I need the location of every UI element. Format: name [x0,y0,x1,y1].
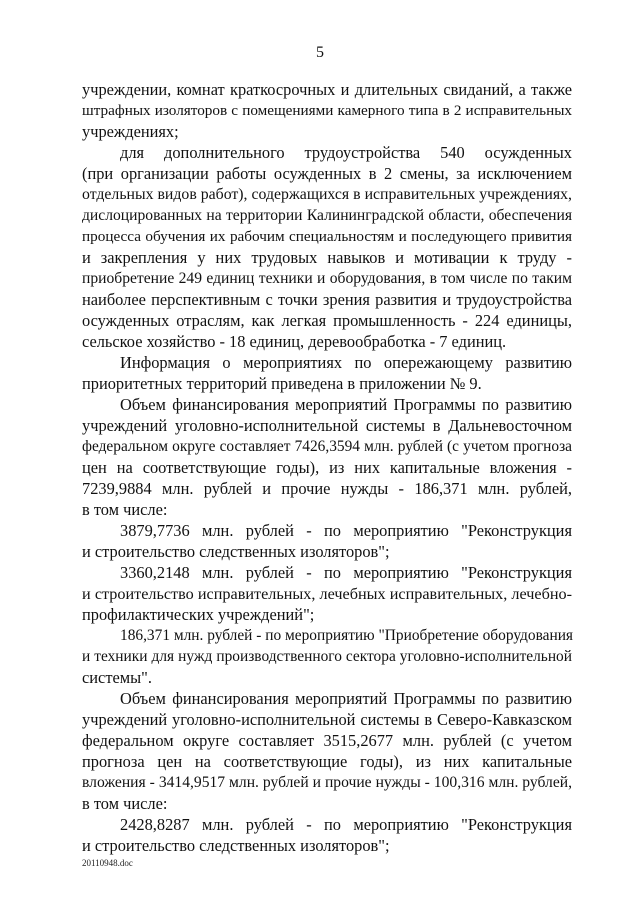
text-line: учреждений уголовно-исполнительной системы в Дальневосточном [82,416,572,435]
text-line: дислоцированных на территории Калининградской области, обеспечения [82,207,572,224]
text-line: учреждений уголовно-исполнительной системы в Северо-Кавказском [82,710,572,729]
text-line: приоритетных территорий приведена в приложении № 9. [82,374,482,393]
text-line: 3879,7736 млн. рублей - по мероприятию "Реконструкция [120,521,572,540]
text-line: федеральном округе составляет 3515,2677 млн. рублей (с учетом [82,731,572,750]
text-line: в том числе: [82,794,168,813]
text-line: прогноза цен на соответствующие годы), из них капитальные [82,752,572,771]
text-line: и техники для нужд производственного сектора уголовно-исполнительной [82,648,572,665]
text-line: цен на соответствующие годы), из них капитальные вложения - [82,458,572,477]
text-line: Объем финансирования мероприятий Программы по развитию [120,395,572,414]
text-line: 2428,8287 млн. рублей - по мероприятию "Реконструкция [120,815,572,834]
text-line: учреждении, комнат краткосрочных и длительных свиданий, а также [82,80,572,99]
text-line: 7239,9884 млн. рублей и прочие нужды - 186,371 млн. рублей, [82,479,572,498]
text-line: и закрепления у них трудовых навыков и мотивации к труду - [82,248,572,267]
text-line: процесса обучения их рабочим специальностям и последующего привития [82,228,572,245]
text-line: приобретение 249 единиц техники и оборудования, в том числе по таким [82,270,572,287]
text-line: и строительство следственных изоляторов"; [82,542,390,561]
text-line: системы". [82,668,152,687]
text-line: учреждениях; [82,122,179,141]
text-line: Информация о мероприятиях по опережающему развитию [120,353,572,372]
text-line: и строительство следственных изоляторов"; [82,836,390,855]
text-line: штрафных изоляторов с помещениями камерного типа в 2 исправительных [82,102,572,119]
footer-filename: 20110948.doc [82,858,133,868]
text-line: осужденных отраслям, как легкая промышленность - 224 единицы, [82,311,572,330]
text-line: (при организации работы осужденных в 2 смены, за исключением [82,164,572,183]
text-line: 3360,2148 млн. рублей - по мероприятию "Реконструкция [120,563,572,582]
text-line: профилактических учреждений"; [82,605,315,624]
text-line: в том числе: [82,500,168,519]
text-line: Объем финансирования мероприятий Программы по развитию [120,689,572,708]
text-line: наиболее перспективным с точки зрения развития и трудоустройства [82,290,572,309]
text-line: для дополнительного трудоустройства 540 осужденных [120,143,572,162]
text-line: отдельных видов работ), содержащихся в исправительных учреждениях, [82,186,572,203]
text-line: и строительство исправительных, лечебных исправительных, лечебно- [82,585,572,603]
text-line: 186,371 млн. рублей - по мероприятию "Приобретение оборудования [120,627,574,644]
text-line: вложения - 3414,9517 млн. рублей и прочие нужды - 100,316 млн. рублей, [82,774,572,791]
text-line: федеральном округе составляет 7426,3594 млн. рублей (с учетом прогноза [82,438,572,455]
text-line: сельское хозяйство - 18 единиц, деревообработка - 7 единиц. [82,332,507,351]
page-number: 5 [316,44,324,61]
